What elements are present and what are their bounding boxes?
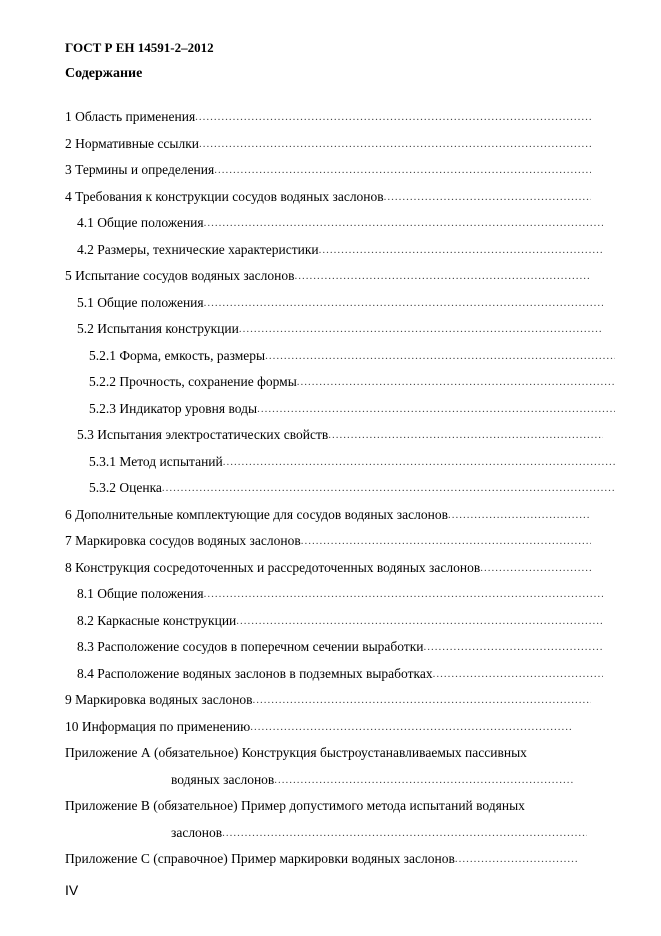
dot-leader: [384, 184, 591, 211]
dot-leader: [295, 263, 592, 290]
page-number: IV: [65, 882, 79, 898]
toc-entry[interactable]: [65, 157, 591, 184]
dot-leader: [424, 634, 603, 661]
toc-entry[interactable]: [65, 661, 603, 688]
toc-entry[interactable]: [65, 422, 603, 449]
toc-entry-label: 5.2.3 Индикатор уровня воды: [89, 400, 258, 416]
dot-leader: [301, 528, 591, 555]
toc-entry-label: 8.4 Расположение водяных заслонов в подземных выработках: [77, 665, 433, 681]
toc-entry[interactable]: [65, 210, 603, 237]
toc-entry-label: 6 Дополнительные комплектующие для сосудов водяных заслонов: [65, 506, 448, 522]
toc-entry-label: 4.1 Общие положения: [77, 215, 204, 230]
toc-entry-label: 8 Конструкция сосредоточенных и рассредоточенных водяных заслонов: [65, 559, 481, 575]
dot-leader: [448, 502, 591, 529]
toc-entry-label: 5.2.2 Прочность, сохранение формы: [89, 374, 297, 389]
dot-leader: [265, 343, 615, 370]
dot-leader: [195, 104, 591, 131]
dot-leader: [162, 475, 615, 502]
toc-entry[interactable]: [65, 369, 615, 396]
toc-entry[interactable]: 10 Информация по применению .....: [65, 714, 573, 741]
toc-appendix-a-continuation[interactable]: водяных заслонов .....: [65, 767, 573, 794]
dot-leader: [297, 369, 615, 396]
toc-entry[interactable]: [65, 608, 603, 635]
toc-entry[interactable]: [65, 449, 615, 476]
toc-entry-label: 5.1 Общие положения: [77, 294, 204, 310]
toc-entry-label: 8.3 Расположение сосудов в поперечном сечении выработки: [77, 639, 424, 654]
dot-leader: [319, 237, 603, 264]
toc-entry-label: 5.3.1 Метод испытаний: [89, 453, 223, 469]
toc-entry[interactable]: [65, 316, 603, 343]
dot-leader: [455, 846, 577, 873]
toc-entry[interactable]: [65, 104, 591, 131]
toc-appendix-c[interactable]: Приложение С (справочное) Пример маркировки водяных заслонов .....: [65, 846, 577, 873]
toc-entry[interactable]: [65, 184, 591, 211]
toc-entry-label: 5.2 Испытания конструкции: [77, 321, 239, 336]
dot-leader: [239, 316, 603, 343]
page-title: Содержание: [65, 66, 143, 81]
dot-leader: [199, 131, 591, 158]
toc-entry[interactable]: [65, 581, 603, 608]
dot-leader: [223, 449, 615, 476]
toc-entry-label: 3 Термины и определения: [65, 162, 215, 177]
toc-appendix-b[interactable]: Приложение В (обязательное) Пример допустимого метода испытаний водяных: [65, 798, 525, 813]
toc-entry-label: 5 Испытание сосудов водяных заслонов: [65, 268, 295, 283]
toc-entry-label: 8.2 Каркасные конструкции: [77, 612, 237, 628]
toc-entry[interactable]: [65, 502, 591, 529]
dot-leader: [433, 661, 603, 688]
toc-entry-label: 8.1 Общие положения: [77, 586, 204, 601]
table-of-contents: [65, 104, 605, 873]
dot-leader: [250, 714, 573, 741]
toc-appendix-b-continuation[interactable]: заслонов .....: [65, 820, 587, 847]
toc-entry-label: 1 Область применения: [65, 109, 196, 124]
toc-entry[interactable]: [65, 528, 591, 555]
toc-entry-label: 5.3.2 Оценка: [89, 480, 162, 495]
toc-entry[interactable]: [65, 263, 591, 290]
dot-leader: [204, 581, 603, 608]
dot-leader: [204, 290, 603, 317]
toc-entry[interactable]: 9 Маркировка водяных заслонов .....: [65, 687, 591, 714]
document-code: ГОСТ Р ЕН 14591-2–2012: [65, 40, 214, 55]
toc-entry-label: 7 Маркировка сосудов водяных заслонов: [65, 533, 301, 548]
toc-appendix-a[interactable]: Приложение А (обязательное) Конструкция быстроустанавливаемых пассивных: [65, 745, 527, 760]
toc-entry[interactable]: [65, 343, 615, 370]
dot-leader: [222, 820, 587, 847]
dot-leader: [253, 687, 591, 714]
toc-entry[interactable]: [65, 290, 603, 317]
toc-entry[interactable]: [65, 131, 591, 158]
dot-leader: [274, 767, 573, 794]
toc-entry[interactable]: [65, 475, 615, 502]
toc-entry-label: 2 Нормативные ссылки: [65, 135, 199, 151]
dot-leader: [214, 157, 591, 184]
toc-entry[interactable]: [65, 555, 591, 582]
toc-entry[interactable]: [65, 634, 603, 661]
toc-entry[interactable]: [65, 396, 615, 423]
dot-leader: [257, 396, 615, 423]
toc-entry[interactable]: [65, 237, 603, 264]
toc-entry-label: 4.2 Размеры, технические характеристики: [77, 241, 319, 257]
dot-leader: [236, 608, 603, 635]
toc-entry-label: 4 Требования к конструкции сосудов водяных заслонов: [65, 188, 384, 204]
toc-entry-label: 5.2.1 Форма, емкость, размеры: [89, 347, 266, 363]
dot-leader: [328, 422, 603, 449]
toc-entry-label: 5.3 Испытания электростатических свойств: [77, 427, 329, 442]
dot-leader: [480, 555, 591, 582]
dot-leader: [204, 210, 603, 237]
